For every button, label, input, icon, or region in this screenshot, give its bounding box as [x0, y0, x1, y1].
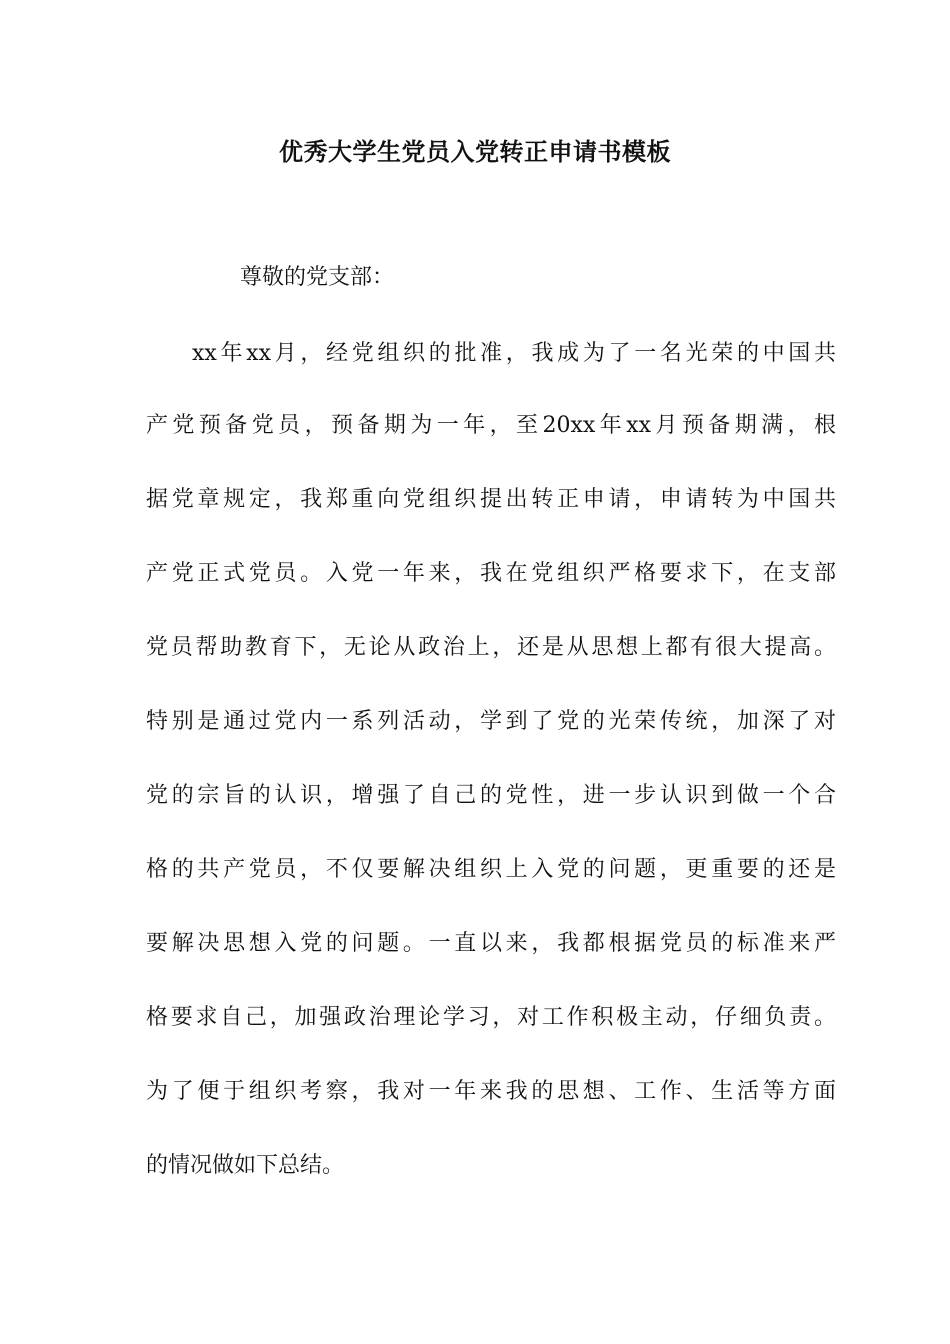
paragraph-line: 产党预备党员，预备期为一年，至20xx年xx月预备期满，根 [146, 413, 836, 438]
paragraph-line: 产党正式党员。入党一年来，我在党组织严格要求下，在支部 [146, 561, 836, 586]
paragraph-line: 党员帮助教育下，无论从政治上，还是从思想上都有很大提高。 [146, 635, 836, 660]
paragraph-line: 的情况做如下总结。 [146, 1153, 345, 1178]
paragraph-line: 特别是通过党内一系列活动，学到了党的光荣传统，加深了对 [146, 709, 836, 734]
paragraph-line: 为了便于组织考察，我对一年来我的思想、工作、生活等方面 [146, 1079, 836, 1104]
paragraph-line: 党的宗旨的认识，增强了自己的党性，进一步认识到做一个合 [146, 783, 836, 808]
paragraph-line: 据党章规定，我郑重向党组织提出转正申请，申请转为中国共 [146, 487, 836, 512]
paragraph-line: xx年xx月，经党组织的批准，我成为了一名光荣的中国共 [192, 341, 836, 366]
document-title: 优秀大学生党员入党转正申请书模板 [279, 138, 671, 166]
salutation: 尊敬的党支部： [240, 265, 395, 290]
paragraph-line: 要解决思想入党的问题。一直以来，我都根据党员的标准来严 [146, 931, 836, 956]
paragraph-line: 格的共产党员，不仅要解决组织上入党的问题，更重要的还是 [146, 857, 836, 882]
paragraph-line: 格要求自己，加强政治理论学习，对工作积极主动，仔细负责。 [146, 1005, 836, 1030]
